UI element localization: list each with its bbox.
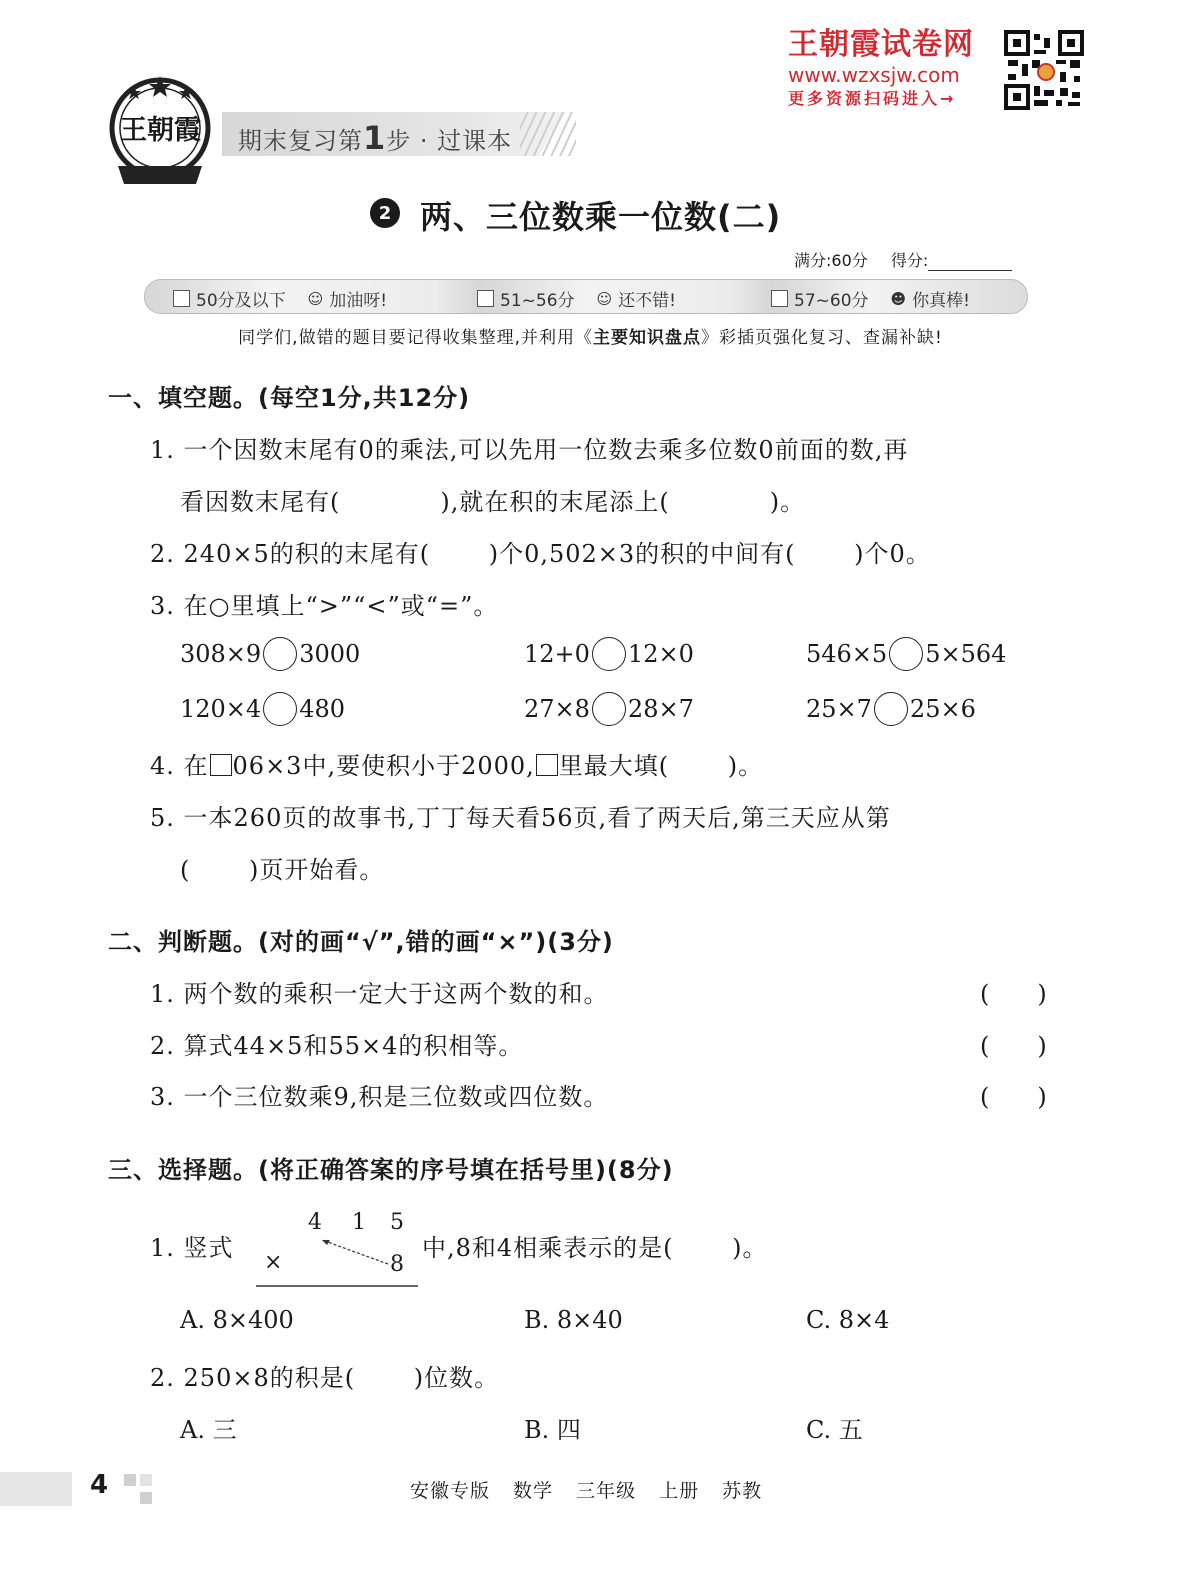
rating-comment: 加油呀! xyxy=(329,291,388,311)
q4-text-b: 06×3中,要使积小于2000, xyxy=(232,752,535,780)
compare-circle[interactable] xyxy=(592,637,626,671)
s3-q2[interactable]: 2. 250×8的积是( )位数。 xyxy=(150,1364,500,1392)
s1-q4 xyxy=(150,746,763,781)
compare-circle[interactable] xyxy=(263,692,297,726)
compare-right: 25×6 xyxy=(909,695,976,723)
s1-q5-line1: 5. 一本260页的故事书,丁丁每天看56页,看了两天后,第三天应从第 xyxy=(150,804,891,832)
answer-paren[interactable]: ( ) xyxy=(980,980,1047,1008)
footer-text: 安徽专版 数学 三年级 上册 苏教 xyxy=(410,1480,763,1502)
option-b[interactable]: B. 8×40 xyxy=(524,1306,623,1334)
compare-left: 308×9 xyxy=(180,640,262,668)
note-text-end: 》彩插页强化复习、查漏补缺! xyxy=(700,328,943,348)
compare-item xyxy=(806,692,976,726)
page-number: 4 xyxy=(90,1470,109,1500)
full-score: 满分:60分 xyxy=(794,251,868,270)
compare-circle[interactable] xyxy=(263,637,297,671)
compare-circle[interactable] xyxy=(592,692,626,726)
study-note xyxy=(0,323,1181,348)
compare-item xyxy=(180,692,345,726)
vert-operator: × xyxy=(264,1250,283,1275)
footer-decor xyxy=(140,1474,152,1486)
note-bold: 主要知识盘点 xyxy=(592,328,701,348)
score-label: 得分: xyxy=(890,251,929,270)
brand-title: 王朝霞试卷网 xyxy=(788,27,974,62)
series-number: 1 xyxy=(363,119,387,157)
q4-text-a: 4. 在 xyxy=(150,752,209,780)
banner-stripes xyxy=(520,112,576,156)
option-a[interactable]: A. 三 xyxy=(180,1416,237,1444)
checkbox-rating-1[interactable] xyxy=(173,290,190,307)
brand-block xyxy=(788,28,998,110)
s1-q3: 3. 在○里填上“>”“<”或“=”。 xyxy=(150,592,499,620)
arrow-line-icon xyxy=(256,1212,420,1288)
checkbox-rating-2[interactable] xyxy=(477,290,494,307)
rating-range: 50分及以下 xyxy=(196,291,286,311)
compare-left: 120×4 xyxy=(180,695,262,723)
answer-paren[interactable]: ( ) xyxy=(980,1083,1047,1111)
rating-range: 51~56分 xyxy=(500,291,575,311)
compare-left: 12+0 xyxy=(524,640,590,668)
vert-digit: 5 xyxy=(390,1210,404,1235)
footer-decor xyxy=(140,1492,152,1504)
compare-right: 12×0 xyxy=(627,640,694,668)
option-c[interactable]: C. 五 xyxy=(806,1416,863,1444)
smile-face-icon: ☻ xyxy=(890,289,907,308)
option-a[interactable]: A. 8×400 xyxy=(180,1306,294,1334)
option-b[interactable]: B. 四 xyxy=(524,1416,581,1444)
series-label xyxy=(238,119,512,157)
vertical-multiplication xyxy=(256,1212,420,1288)
compare-left: 27×8 xyxy=(524,695,590,723)
series-prefix: 期末复习第 xyxy=(238,127,363,155)
option-c[interactable]: C. 8×4 xyxy=(806,1306,890,1334)
s2-item-1: 1. 两个数的乘积一定大于这两个数的和。 xyxy=(150,980,609,1008)
compare-item xyxy=(524,637,694,671)
score-line xyxy=(794,248,1012,271)
s1-q2[interactable]: 2. 240×5的积的末尾有( )个0,502×3的积的中间有( )个0。 xyxy=(150,540,931,568)
score-input[interactable] xyxy=(928,254,1012,271)
compare-item xyxy=(806,637,1006,671)
s1-q1-line2[interactable]: 看因数末尾有( ),就在积的末尾添上( )。 xyxy=(180,488,806,516)
digit-box[interactable] xyxy=(536,754,558,776)
s2-item-3: 3. 一个三位数乘9,积是三位数或四位数。 xyxy=(150,1083,609,1111)
smile-face-icon: ☺ xyxy=(307,289,324,308)
compare-right: 28×7 xyxy=(627,695,694,723)
section-2-heading: 二、判断题。(对的画“√”,错的画“×”)(3分) xyxy=(108,928,614,956)
compare-circle[interactable] xyxy=(889,637,923,671)
compare-right: 5×564 xyxy=(925,640,1007,668)
series-suffix: 步 · 过课本 xyxy=(386,127,513,155)
brand-more: 更多资源扫码进入→ xyxy=(788,89,957,108)
compare-item xyxy=(180,637,360,671)
answer-paren[interactable]: ( ) xyxy=(980,1032,1047,1060)
compare-item xyxy=(524,692,694,726)
compare-left: 546×5 xyxy=(806,640,888,668)
rating-range: 57~60分 xyxy=(794,291,869,311)
page-title: 两、三位数乘一位数(二) xyxy=(420,198,782,236)
q4-text-c[interactable]: 里最大填( )。 xyxy=(558,752,764,780)
digit-box[interactable] xyxy=(210,754,232,776)
logo-text: 王朝霞 xyxy=(120,115,201,146)
rating-comment: 你真棒! xyxy=(912,291,970,311)
rating-item-3 xyxy=(771,286,970,311)
title-number-badge: 2 xyxy=(370,198,400,228)
vert-digit: 4 xyxy=(308,1210,322,1235)
footer-bar xyxy=(0,1472,72,1506)
checkbox-rating-3[interactable] xyxy=(771,290,788,307)
brand-url[interactable]: www.wzxsjw.com xyxy=(788,63,960,87)
smile-face-icon: ☺ xyxy=(596,289,613,308)
section-3-heading: 三、选择题。(将正确答案的序号填在括号里)(8分) xyxy=(108,1156,674,1184)
qr-code-icon[interactable] xyxy=(1004,30,1084,110)
rating-bar xyxy=(144,279,1028,314)
section-1-heading: 一、填空题。(每空1分,共12分) xyxy=(108,384,471,412)
s1-q1-line1: 1. 一个因数末尾有0的乘法,可以先用一位数去乘多位数0前面的数,再 xyxy=(150,436,909,464)
compare-right: 480 xyxy=(299,695,345,723)
vert-digit: 1 xyxy=(352,1210,366,1235)
compare-circle[interactable] xyxy=(874,692,908,726)
footer-decor xyxy=(124,1474,136,1486)
vert-digit: 8 xyxy=(390,1252,404,1277)
rating-comment: 还不错! xyxy=(618,291,676,311)
s3-q1-label: 1. 竖式 xyxy=(150,1234,234,1262)
rating-item-1 xyxy=(173,286,387,311)
rating-item-2 xyxy=(477,286,676,311)
note-text: 同学们,做错的题目要记得收集整理,并利用《 xyxy=(238,328,593,348)
s1-q5-line2[interactable]: ( )页开始看。 xyxy=(180,856,385,884)
compare-right: 3000 xyxy=(299,640,361,668)
s3-q1-tail[interactable]: 中,8和4相乘表示的是( )。 xyxy=(422,1234,768,1262)
s2-item-2: 2. 算式44×5和55×4的积相等。 xyxy=(150,1032,524,1060)
compare-left: 25×7 xyxy=(806,695,872,723)
